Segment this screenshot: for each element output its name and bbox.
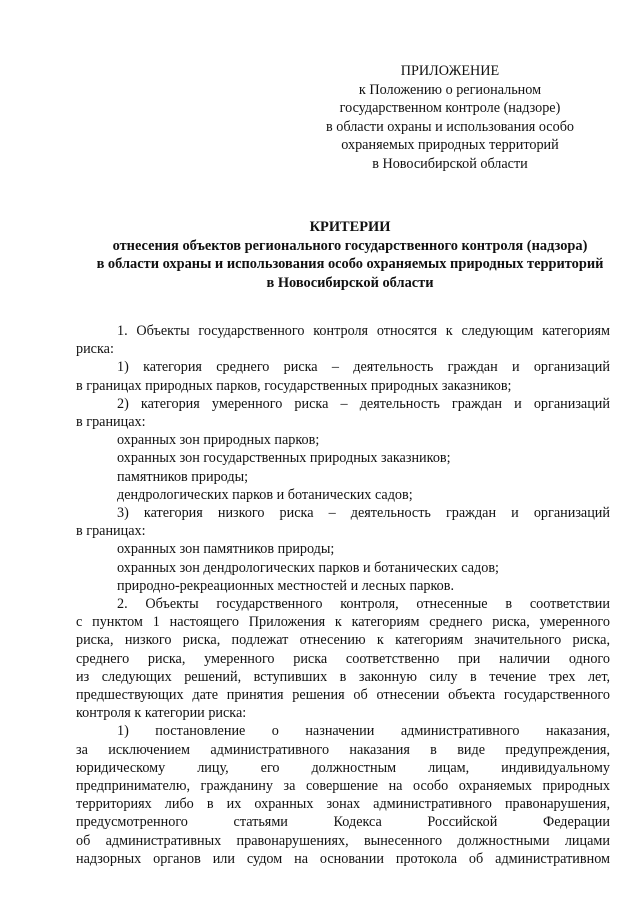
document-body [76, 322, 610, 868]
body-line: из следующих решений, вступивших в законную силу в течение трех лет, [76, 668, 610, 685]
body-line: в границах природных парков, государственных природных заказников; [76, 377, 512, 394]
body-line: предусмотренного статьями Кодекса Российской Федерации [76, 814, 610, 831]
body-line: за исключением административного наказания в виде предупреждения, [76, 741, 610, 758]
appendix-line: государственном контроле (надзоре) [339, 100, 561, 117]
title-line: в Новосибирской области [266, 274, 434, 291]
body-line: территориях либо в их охранных зонах административного правонарушения, [76, 796, 610, 813]
body-line: охранных зон дендрологических парков и ботанических садов; [117, 559, 500, 576]
body-line: 3) категория низкого риска – деятельность граждан и организаций [117, 505, 610, 522]
body-line: охранных зон памятников природы; [117, 541, 335, 558]
body-line: риска: [76, 341, 114, 358]
body-line: в границах: [76, 414, 146, 431]
body-line: об административных правонарушениях, вынесенного должностными лицами [76, 832, 610, 849]
body-line: предшествующих дате принятия решения об отнесении объекта государственного [76, 687, 610, 704]
appendix-line: к Положению о региональном [358, 81, 542, 98]
body-line: в границах: [76, 523, 146, 540]
body-line: юридическому лицу, его должностным лицам, индивидуальному [76, 759, 610, 776]
body-line: природно-рекреационных местностей и лесных парков. [117, 577, 454, 594]
body-line: 2. Объекты государственного контроля, отнесенные в соответствии [117, 596, 610, 613]
appendix-line: в области охраны и использования особо [325, 118, 575, 135]
body-line: памятников природы; [117, 468, 249, 485]
body-line: дендрологических парков и ботанических садов; [117, 486, 413, 503]
body-line: 1. Объекты государственного контроля относятся к следующим категориям [117, 323, 610, 339]
body-line: 2) категория умеренного риска – деятельность граждан и организаций [117, 395, 610, 412]
body-line: риска, низкого риска, подлежат отнесению к категориям значительного риска, [76, 632, 610, 649]
title-line: отнесения объектов регионального государственного контроля (надзора) [112, 237, 588, 254]
appendix-line: ПРИЛОЖЕНИЕ [400, 63, 500, 79]
appendix-line: охраняемых природных территорий [341, 137, 559, 154]
body-line: с пунктом 1 настоящего Приложения к категориям среднего риска, умеренного [76, 614, 610, 631]
body-line: 1) категория среднего риска – деятельность граждан и организаций [117, 359, 610, 376]
title-line: в области охраны и использования особо охраняемых природных территорий [96, 256, 604, 273]
body-line: надзорных органов или судом на основании протокола об административном [76, 850, 610, 867]
body-line: среднего риска, умеренного риска соответственно при наличии одного [76, 650, 610, 667]
title-heading: КРИТЕРИИ [309, 219, 391, 235]
body-line: предпринимателю, гражданину за совершение на особо охраняемых природных [76, 778, 610, 795]
appendix-header [300, 62, 600, 174]
document-title [40, 218, 640, 292]
body-line: 1) постановление о назначении административного наказания, [117, 723, 610, 740]
body-line: контроля к категории риска: [76, 705, 247, 722]
appendix-line: в Новосибирской области [372, 155, 528, 172]
body-line: охранных зон природных парков; [117, 432, 320, 449]
body-line: охранных зон государственных природных заказников; [117, 450, 451, 467]
